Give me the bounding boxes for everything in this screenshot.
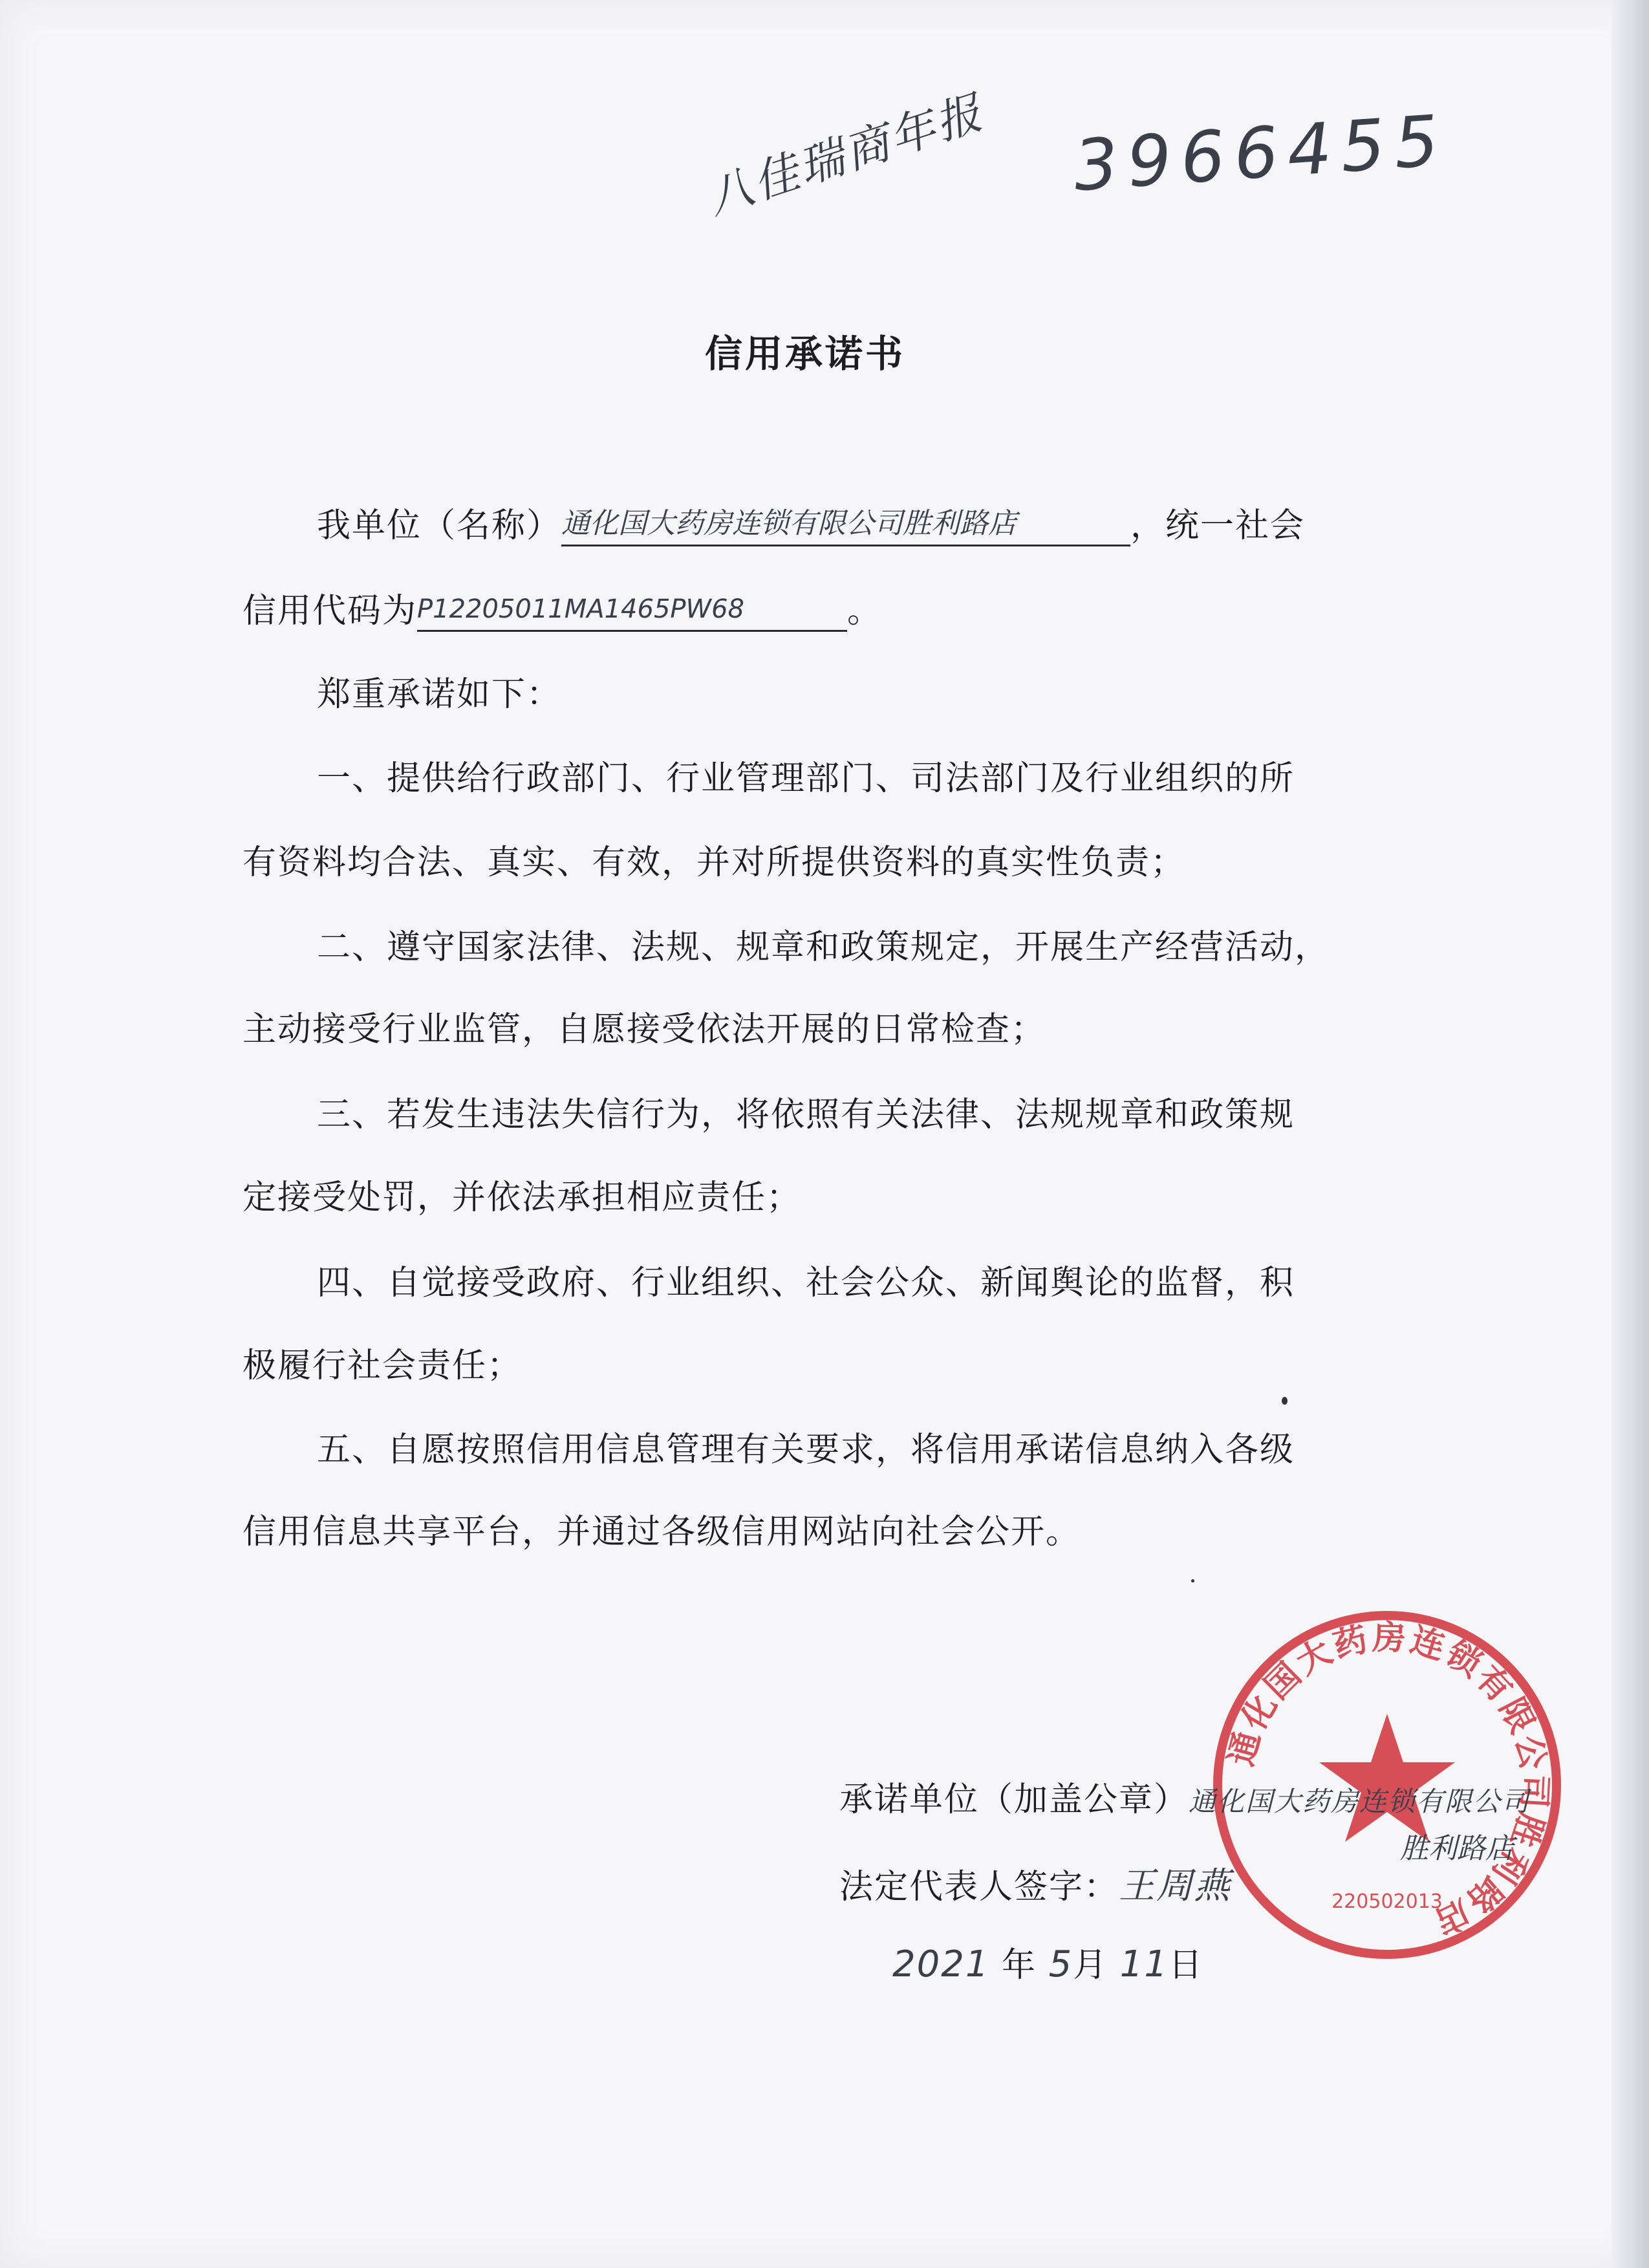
item-4-line-1: 四、自觉接受政府、行业组织、社会公众、新闻舆论的监督，积 [317, 1264, 1295, 1302]
item-5-line-2: 信用信息共享平台，并通过各级信用网站向社会公开。 [242, 1513, 1081, 1551]
item-4-line-2: 极履行社会责任； [242, 1346, 523, 1385]
handwritten-note-left: 八佳瑞商年报 [700, 85, 991, 225]
code-prefix: 信用代码为 [242, 592, 418, 631]
seal-text: 通化国大药房连锁有限公司胜利路店 [1222, 1618, 1555, 1943]
intro-line-1 [317, 503, 1352, 546]
seal-code: 220502013 [1331, 1890, 1443, 1913]
item-2-line-1: 二、遵守国家法律、法规、规章和政策规定，开展生产经营活动， [317, 928, 1330, 967]
signature-rep-row [839, 1857, 1231, 1909]
unit-name-field: 通化国大药房连锁有限公司胜利路店 [561, 503, 1130, 546]
date-month: 5 [1048, 1943, 1073, 1985]
ink-speck [1282, 1397, 1288, 1405]
date-day: 11 [1119, 1943, 1169, 1985]
item-3-line-2: 定接受处罚，并依法承担相应责任； [242, 1178, 802, 1217]
unit-handwritten-branch: 胜利路店 [1400, 1832, 1514, 1865]
handwritten-number: 3966455 [1071, 100, 1450, 208]
date-year-unit: 年 [1002, 1946, 1037, 1985]
document-title: 信用承诺书 [704, 332, 905, 376]
code-suffix: 。 [847, 592, 883, 631]
intro-prefix: 我单位（名称） [317, 506, 562, 545]
credit-code-field: P12205011MA1465PW68 [417, 589, 847, 632]
date-year: 2021 [892, 1943, 990, 1985]
item-2-line-2: 主动接受行业监管，自愿接受依法开展的日常检查； [242, 1010, 1046, 1049]
date-month-unit: 月 [1073, 1946, 1108, 1985]
item-3-line-1: 三、若发生违法失信行为，将依照有关法律、法规规章和政策规 [317, 1096, 1295, 1134]
signature-unit-row [839, 1772, 1530, 1820]
unit-seal-label: 承诺单位（加盖公章） [839, 1780, 1189, 1819]
intro-line-2 [242, 589, 1355, 632]
intro-after-name: ，统一社会 [1130, 506, 1306, 545]
legal-rep-label: 法定代表人签字： [839, 1868, 1119, 1906]
pledge-heading: 郑重承诺如下： [317, 675, 562, 714]
unit-handwritten-name: 通化国大药房连锁有限公司 [1189, 1786, 1531, 1817]
signature-date [892, 1938, 1203, 1986]
legal-rep-signature: 王周燕 [1119, 1865, 1232, 1907]
scan-edge-shadow [1611, 0, 1649, 2268]
date-day-unit: 日 [1169, 1946, 1204, 1985]
item-5-line-1: 五、自愿按照信用信息管理有关要求，将信用承诺信息纳入各级 [317, 1431, 1295, 1469]
item-1-line-2: 有资料均合法、真实、有效，并对所提供资料的真实性负责； [242, 843, 1186, 882]
item-1-line-1: 一、提供给行政部门、行业管理部门、司法部门及行业组织的所 [317, 759, 1295, 798]
ink-speck [1191, 1579, 1194, 1582]
